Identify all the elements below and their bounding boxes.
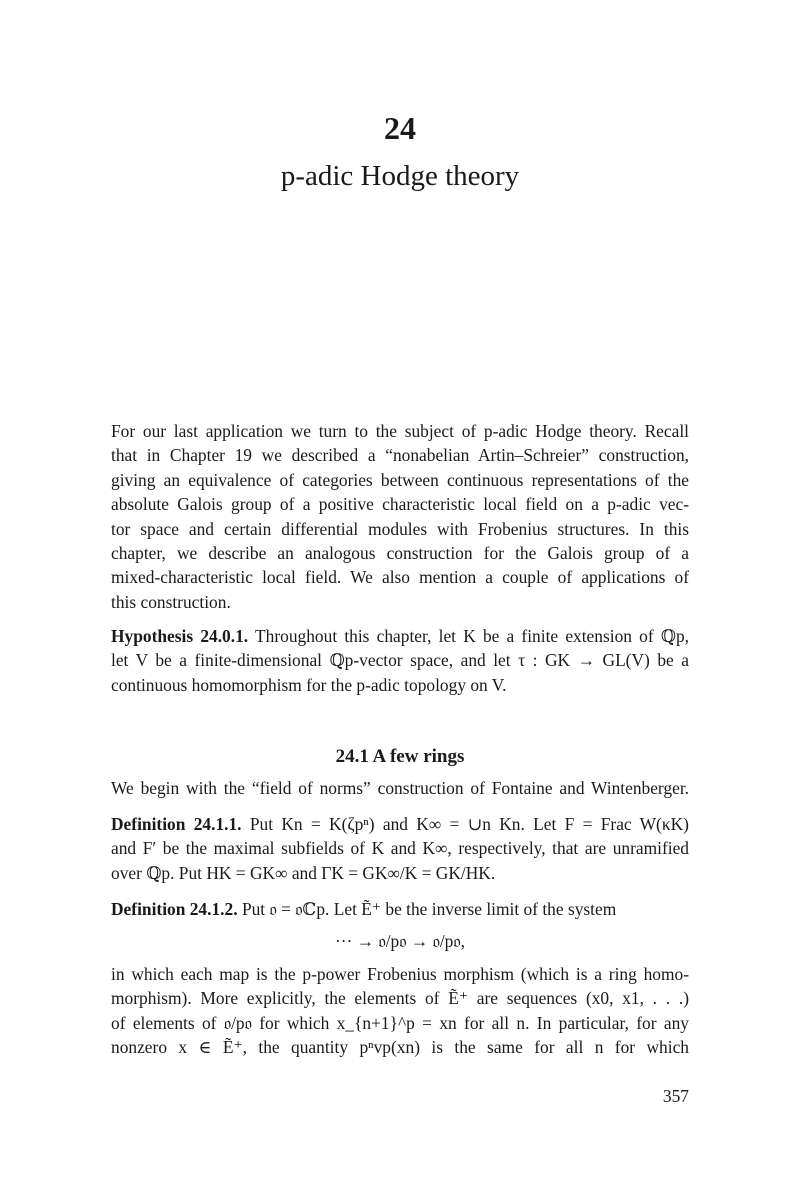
- definition-label: Definition 24.1.2.: [111, 899, 238, 919]
- definition-line: [111, 812, 689, 836]
- definition-line: of elements of 𝔬/p𝔬 for which x_{n+1}^p = xn for all n. In particular, for any: [111, 1012, 689, 1033]
- section-title: 24.1 A few rings: [335, 746, 465, 767]
- hypothesis-line: continuous homomorphism for the p-adic topology on V.: [111, 674, 507, 695]
- definition-line: over ℚp. Put HK = GK∞ and ΓK = GK∞/K = GK/HK.: [111, 862, 496, 883]
- definition-line: morphism). More explicitly, the elements of Ẽ⁺ are sequences (x0, x1, . . .): [111, 988, 689, 1009]
- definition-line: in which each map is the p-power Frobenius morphism (which is a ring homo-: [111, 963, 689, 984]
- definition-label: Definition 24.1.1.: [111, 814, 242, 834]
- section-intro: [111, 776, 689, 800]
- intro-line: that in Chapter 19 we described a “nonabelian Artin–Schreier” construction,: [111, 445, 689, 466]
- definition-line: and F′ be the maximal subfields of K and K∞, respectively, that are unramified: [111, 838, 689, 859]
- definition-text: Put Kn = K(ζpⁿ) and K∞ = ∪n Kn. Let F = Frac W(κK): [249, 814, 689, 834]
- definition-text: Put 𝔬 = 𝔬ℂp. Let Ẽ⁺ be the inverse limit of the system: [241, 899, 617, 919]
- hypothesis-label: Hypothesis 24.0.1.: [111, 626, 249, 646]
- intro-line: chapter, we describe an analogous construction for the Galois group of a: [111, 542, 689, 563]
- hypothesis-line: let V be a finite-dimensional ℚp-vector space, and let τ : GK → GL(V) be a: [111, 650, 689, 671]
- definition-line: [111, 897, 689, 921]
- display-equation: ··· → 𝔬/p𝔬 → 𝔬/p𝔬,: [335, 931, 465, 952]
- hypothesis-line: [111, 624, 689, 648]
- section-intro-line: We begin with the “field of norms” construction of Fontaine and Wintenberger.: [111, 778, 689, 798]
- intro-line: absolute Galois group of a positive characteristic local field on a p-adic vec-: [111, 494, 689, 515]
- intro-line: For our last application we turn to the subject of p-adic Hodge theory. Recall: [111, 421, 689, 441]
- chapter-number: 24: [384, 110, 416, 146]
- intro-paragraph: [111, 419, 689, 614]
- intro-line: giving an equivalence of categories between continuous representations of the: [111, 469, 689, 490]
- chapter-title: p-adic Hodge theory: [280, 160, 520, 192]
- intro-line: tor space and certain differential modules with Frobenius structures. In this: [111, 518, 689, 539]
- page-number: 357: [662, 1086, 689, 1106]
- hypothesis-block: [111, 624, 689, 697]
- definition-24-1-2: [111, 897, 689, 1059]
- intro-line: mixed-characteristic local field. We also mention a couple of applications of: [111, 567, 689, 588]
- definition-line: nonzero x ∈ Ẽ⁺, the quantity pⁿvp(xn) is the same for all n for which: [111, 1036, 689, 1057]
- hypothesis-text: Throughout this chapter, let K be a finite extension of ℚp,: [255, 626, 690, 646]
- definition-24-1-1: [111, 812, 689, 885]
- intro-line: this construction.: [111, 591, 231, 612]
